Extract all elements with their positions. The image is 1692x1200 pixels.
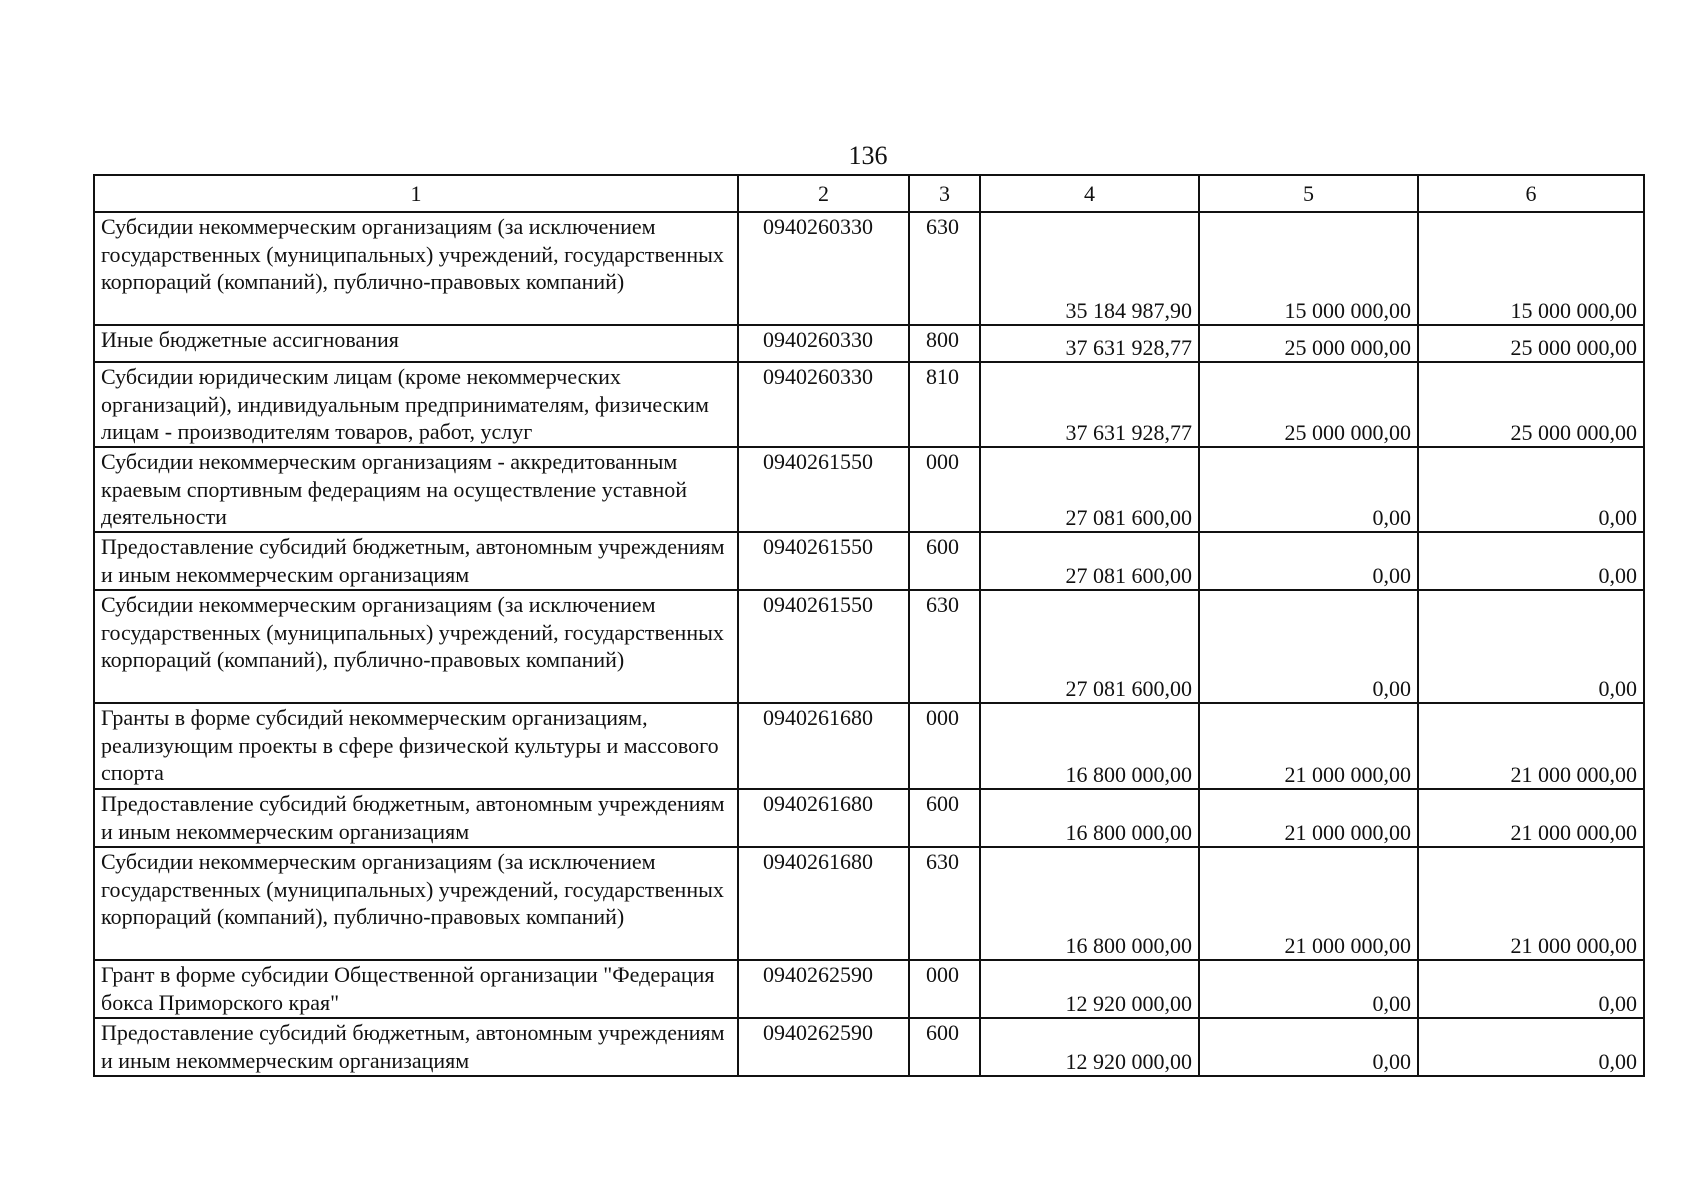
row-amount-4: 37 631 928,77 bbox=[980, 362, 1199, 447]
row-amount-6: 25 000 000,00 bbox=[1418, 325, 1644, 362]
row-amount-6: 15 000 000,00 bbox=[1418, 212, 1644, 325]
row-amount-6: 25 000 000,00 bbox=[1418, 362, 1644, 447]
column-header-code: 2 bbox=[738, 175, 909, 212]
row-name: Субсидии юридическим лицам (кроме некоммерческих организаций), индивидуальным предпринимателям, физическим лицам - производителям товаров, работ, услуг bbox=[94, 362, 738, 447]
row-amount-4: 27 081 600,00 bbox=[980, 447, 1199, 532]
table-row bbox=[94, 789, 1644, 847]
row-amount-4: 16 800 000,00 bbox=[980, 703, 1199, 789]
table-row bbox=[94, 590, 1644, 703]
row-target-code: 0940260330 bbox=[738, 212, 909, 325]
row-amount-6: 21 000 000,00 bbox=[1418, 703, 1644, 789]
table-row bbox=[94, 362, 1644, 447]
page-number: 136 bbox=[848, 141, 888, 170]
table-row bbox=[94, 703, 1644, 789]
row-amount-6: 0,00 bbox=[1418, 1018, 1644, 1076]
row-expense-type: 600 bbox=[909, 1018, 980, 1076]
row-target-code: 0940261550 bbox=[738, 590, 909, 703]
row-target-code: 0940260330 bbox=[738, 362, 909, 447]
table-row bbox=[94, 1018, 1644, 1076]
row-amount-5: 21 000 000,00 bbox=[1199, 789, 1418, 847]
row-amount-6: 0,00 bbox=[1418, 447, 1644, 532]
row-amount-6: 21 000 000,00 bbox=[1418, 847, 1644, 960]
row-expense-type: 630 bbox=[909, 590, 980, 703]
row-amount-4: 12 920 000,00 bbox=[980, 960, 1199, 1018]
row-amount-4: 35 184 987,90 bbox=[980, 212, 1199, 325]
row-name: Грант в форме субсидии Общественной организации "Федерация бокса Приморского края" bbox=[94, 960, 738, 1018]
row-amount-5: 0,00 bbox=[1199, 960, 1418, 1018]
row-name: Субсидии некоммерческим организациям (за исключением государственных (муниципальных) учреждений, государственных корпораций (компаний), публично-правовых компаний) bbox=[94, 847, 738, 960]
row-target-code: 0940262590 bbox=[738, 1018, 909, 1076]
row-amount-5: 0,00 bbox=[1199, 532, 1418, 590]
column-header-kvr: 3 bbox=[909, 175, 980, 212]
row-amount-5: 21 000 000,00 bbox=[1199, 847, 1418, 960]
row-target-code: 0940262590 bbox=[738, 960, 909, 1018]
column-header-amount-6: 6 bbox=[1418, 175, 1644, 212]
column-header-name: 1 bbox=[94, 175, 738, 212]
row-amount-4: 37 631 928,77 bbox=[980, 325, 1199, 362]
row-expense-type: 630 bbox=[909, 212, 980, 325]
row-name: Субсидии некоммерческим организациям - аккредитованным краевым спортивным федерациям на осуществление уставной деятельности bbox=[94, 447, 738, 532]
row-amount-5: 0,00 bbox=[1199, 590, 1418, 703]
row-name: Гранты в форме субсидий некоммерческим организациям, реализующим проекты в сфере физической культуры и массового спорта bbox=[94, 703, 738, 789]
row-expense-type: 000 bbox=[909, 447, 980, 532]
row-expense-type: 000 bbox=[909, 703, 980, 789]
row-target-code: 0940261680 bbox=[738, 789, 909, 847]
row-expense-type: 600 bbox=[909, 532, 980, 590]
row-name: Предоставление субсидий бюджетным, автономным учреждениям и иным некоммерческим организациям bbox=[94, 1018, 738, 1076]
row-expense-type: 630 bbox=[909, 847, 980, 960]
row-amount-6: 21 000 000,00 bbox=[1418, 789, 1644, 847]
table-header-row bbox=[94, 175, 1644, 212]
column-header-amount-4: 4 bbox=[980, 175, 1199, 212]
table-row bbox=[94, 212, 1644, 325]
row-amount-5: 0,00 bbox=[1199, 447, 1418, 532]
row-amount-4: 27 081 600,00 bbox=[980, 590, 1199, 703]
row-amount-4: 16 800 000,00 bbox=[980, 847, 1199, 960]
row-amount-5: 0,00 bbox=[1199, 1018, 1418, 1076]
row-name: Иные бюджетные ассигнования bbox=[94, 325, 738, 362]
table-row bbox=[94, 960, 1644, 1018]
row-amount-5: 21 000 000,00 bbox=[1199, 703, 1418, 789]
table-row bbox=[94, 532, 1644, 590]
row-name: Предоставление субсидий бюджетным, автономным учреждениям и иным некоммерческим организациям bbox=[94, 532, 738, 590]
budget-table bbox=[93, 174, 1645, 1077]
row-amount-5: 15 000 000,00 bbox=[1199, 212, 1418, 325]
table-row bbox=[94, 847, 1644, 960]
row-amount-4: 27 081 600,00 bbox=[980, 532, 1199, 590]
row-amount-5: 25 000 000,00 bbox=[1199, 325, 1418, 362]
row-expense-type: 800 bbox=[909, 325, 980, 362]
table-row bbox=[94, 325, 1644, 362]
row-expense-type: 810 bbox=[909, 362, 980, 447]
row-expense-type: 600 bbox=[909, 789, 980, 847]
row-amount-5: 25 000 000,00 bbox=[1199, 362, 1418, 447]
row-amount-6: 0,00 bbox=[1418, 590, 1644, 703]
table-row bbox=[94, 447, 1644, 532]
row-target-code: 0940261550 bbox=[738, 532, 909, 590]
row-amount-4: 16 800 000,00 bbox=[980, 789, 1199, 847]
row-name: Предоставление субсидий бюджетным, автономным учреждениям и иным некоммерческим организациям bbox=[94, 789, 738, 847]
row-amount-4: 12 920 000,00 bbox=[980, 1018, 1199, 1076]
row-name: Субсидии некоммерческим организациям (за исключением государственных (муниципальных) учреждений, государственных корпораций (компаний), публично-правовых компаний) bbox=[94, 590, 738, 703]
row-target-code: 0940261550 bbox=[738, 447, 909, 532]
row-name: Субсидии некоммерческим организациям (за исключением государственных (муниципальных) учреждений, государственных корпораций (компаний), публично-правовых компаний) bbox=[94, 212, 738, 325]
row-amount-6: 0,00 bbox=[1418, 532, 1644, 590]
column-header-amount-5: 5 bbox=[1199, 175, 1418, 212]
row-target-code: 0940260330 bbox=[738, 325, 909, 362]
row-target-code: 0940261680 bbox=[738, 703, 909, 789]
row-expense-type: 000 bbox=[909, 960, 980, 1018]
row-target-code: 0940261680 bbox=[738, 847, 909, 960]
row-amount-6: 0,00 bbox=[1418, 960, 1644, 1018]
